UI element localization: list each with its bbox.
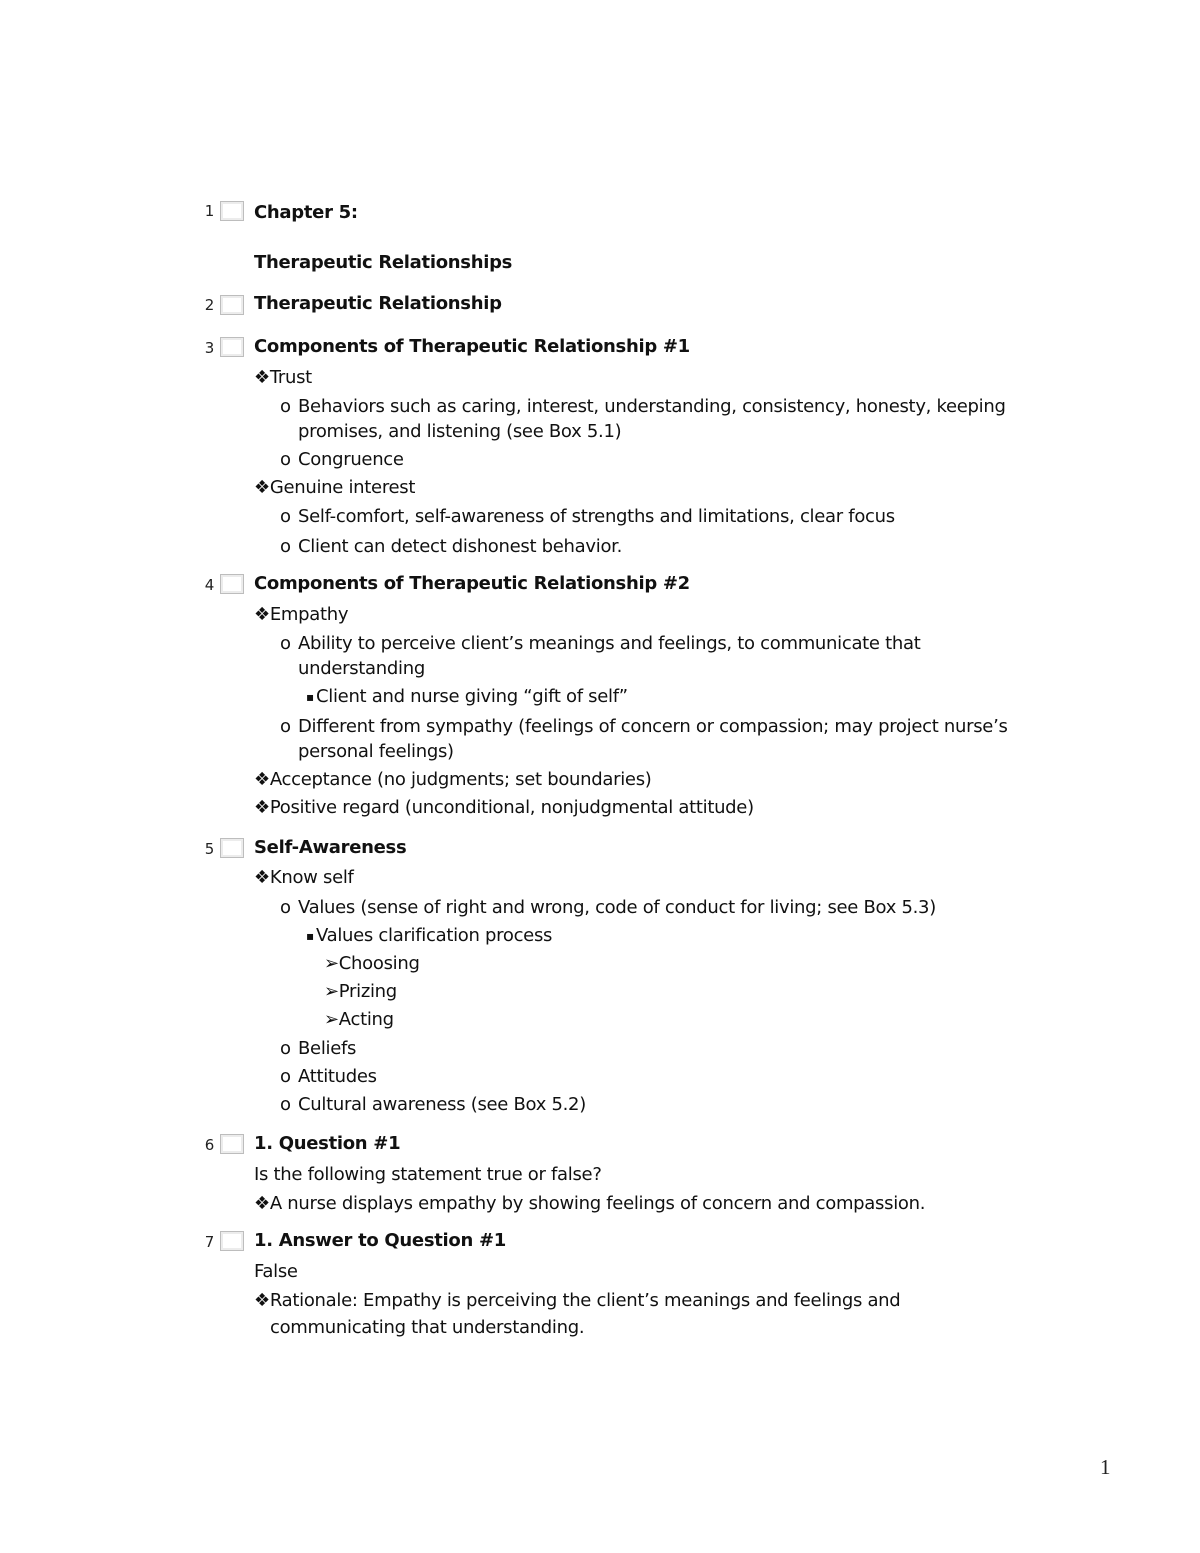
bullet-text: Congruence bbox=[298, 449, 404, 470]
circle-bullet-icon: o bbox=[280, 396, 291, 417]
slide-subtitle: Therapeutic Relationships bbox=[254, 252, 513, 273]
slide-thumbnail-icon bbox=[220, 295, 244, 315]
slide-number: 2 bbox=[204, 296, 214, 314]
bullet-text: Client and nurse giving “gift of self” bbox=[316, 686, 628, 707]
bullet-text: Client can detect dishonest behavior. bbox=[298, 536, 623, 557]
bullet-text: promises, and listening (see Box 5.1) bbox=[298, 421, 622, 442]
slide-title: 1. Question #1 bbox=[254, 1133, 401, 1154]
bullet-diamond: ❖Rationale: Empathy is perceiving the client’s meanings and feelings and bbox=[254, 1290, 901, 1311]
circle-bullet-icon: o bbox=[280, 716, 291, 737]
square-bullet-icon: ▪ bbox=[306, 690, 314, 704]
circle-bullet-icon: o bbox=[280, 897, 291, 918]
circle-bullet-icon: o bbox=[280, 1066, 291, 1087]
bullet-text: Values clarification process bbox=[316, 925, 553, 946]
bullet-text: Ability to perceive client’s meanings and feelings, to communicate that bbox=[298, 633, 921, 654]
bullet-text: Behaviors such as caring, interest, understanding, consistency, honesty, keeping bbox=[298, 396, 1006, 417]
slide-thumbnail-icon bbox=[220, 337, 244, 357]
slide-number: 3 bbox=[204, 339, 214, 357]
slide-title: 1. Answer to Question #1 bbox=[254, 1230, 506, 1251]
slide-thumbnail-icon bbox=[220, 574, 244, 594]
answer-text: False bbox=[254, 1261, 298, 1282]
bullet-text: understanding bbox=[298, 658, 425, 679]
slide-title: Therapeutic Relationship bbox=[254, 293, 502, 314]
circle-bullet-icon: o bbox=[280, 633, 291, 654]
bullet-diamond: ❖Trust bbox=[254, 367, 312, 388]
arrow-bullet: ➢Choosing bbox=[324, 953, 420, 974]
bullet-text: Cultural awareness (see Box 5.2) bbox=[298, 1094, 586, 1115]
slide-number: 5 bbox=[204, 840, 214, 858]
bullet-text: Values (sense of right and wrong, code of conduct for living; see Box 5.3) bbox=[298, 897, 936, 918]
bullet-text: Different from sympathy (feelings of concern or compassion; may project nurse’s bbox=[298, 716, 1008, 737]
slide-title: Components of Therapeutic Relationship #2 bbox=[254, 573, 690, 594]
bullet-diamond: ❖Know self bbox=[254, 867, 354, 888]
slide-number: 6 bbox=[204, 1136, 214, 1154]
slide-title: Chapter 5: bbox=[254, 202, 358, 223]
circle-bullet-icon: o bbox=[280, 1038, 291, 1059]
slide-thumbnail-icon bbox=[220, 1231, 244, 1251]
arrow-bullet: ➢Prizing bbox=[324, 981, 397, 1002]
bullet-text: communicating that understanding. bbox=[270, 1317, 585, 1338]
circle-bullet-icon: o bbox=[280, 536, 291, 557]
question-prompt: Is the following statement true or false? bbox=[254, 1164, 602, 1185]
bullet-diamond: ❖Genuine interest bbox=[254, 477, 416, 498]
bullet-diamond: ❖Empathy bbox=[254, 604, 349, 625]
slide-number: 1 bbox=[204, 202, 214, 220]
bullet-text: Attitudes bbox=[298, 1066, 377, 1087]
slide-number: 4 bbox=[204, 576, 214, 594]
slide-number: 7 bbox=[204, 1233, 214, 1251]
slide-thumbnail-icon bbox=[220, 1134, 244, 1154]
slide-thumbnail-icon bbox=[220, 201, 244, 221]
arrow-bullet: ➢Acting bbox=[324, 1009, 394, 1030]
bullet-diamond: ❖Positive regard (unconditional, nonjudgmental attitude) bbox=[254, 797, 754, 818]
circle-bullet-icon: o bbox=[280, 506, 291, 527]
bullet-text: Self-comfort, self-awareness of strengths and limitations, clear focus bbox=[298, 506, 895, 527]
slide-title: Self-Awareness bbox=[254, 837, 407, 858]
circle-bullet-icon: o bbox=[280, 449, 291, 470]
slide-title: Components of Therapeutic Relationship #1 bbox=[254, 336, 690, 357]
bullet-text: personal feelings) bbox=[298, 741, 454, 762]
square-bullet-icon: ▪ bbox=[306, 929, 314, 943]
bullet-text: Beliefs bbox=[298, 1038, 357, 1059]
bullet-diamond: ❖A nurse displays empathy by showing feelings of concern and compassion. bbox=[254, 1193, 926, 1214]
page-number: 1 bbox=[1100, 1455, 1111, 1479]
slide-thumbnail-icon bbox=[220, 838, 244, 858]
bullet-diamond: ❖Acceptance (no judgments; set boundaries) bbox=[254, 769, 652, 790]
circle-bullet-icon: o bbox=[280, 1094, 291, 1115]
